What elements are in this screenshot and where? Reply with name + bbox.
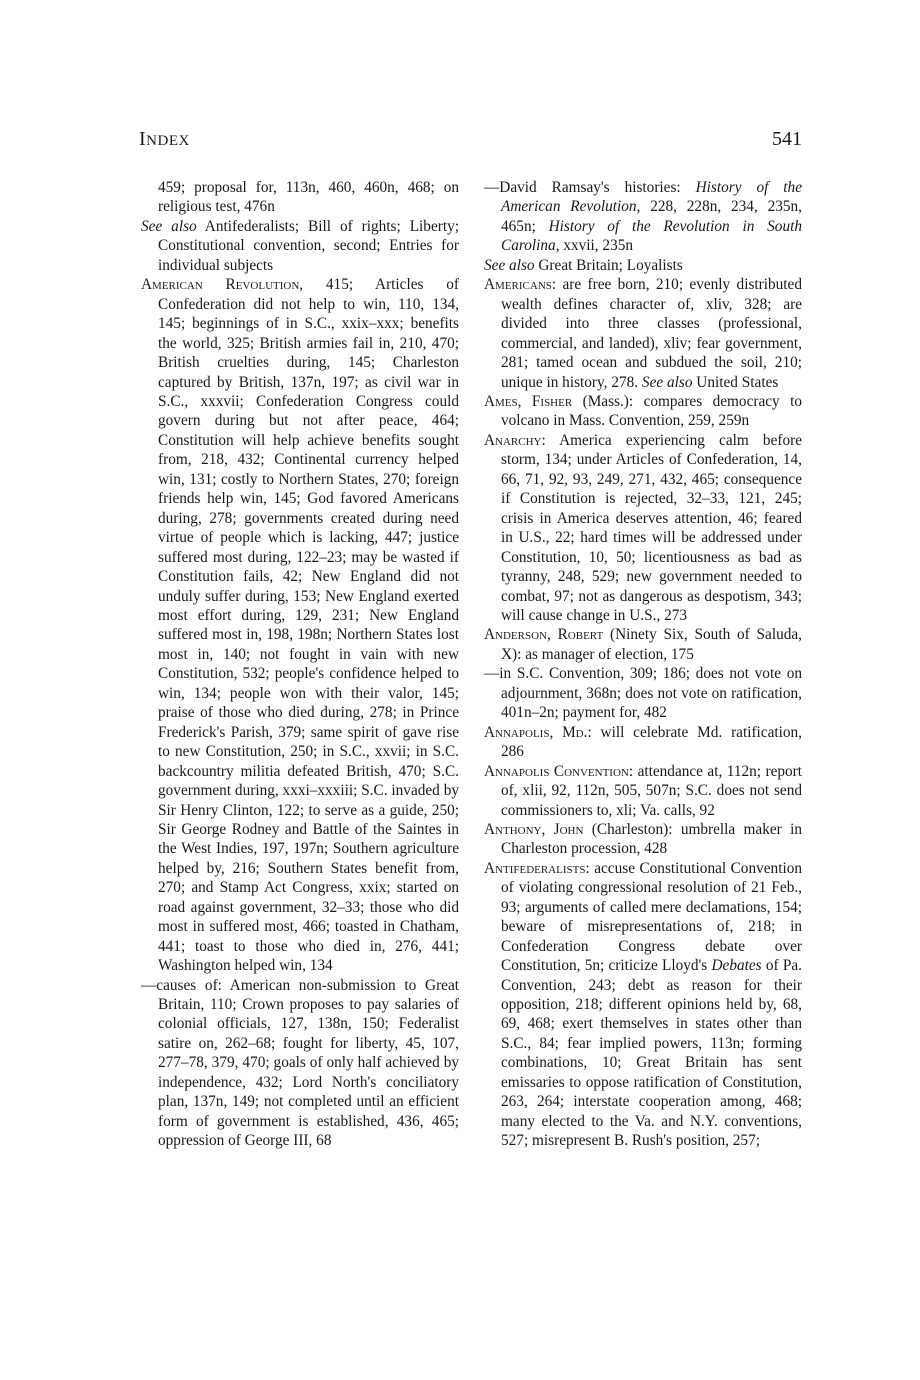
see-also-entry: See also Great Britain; Loyalists: [484, 256, 683, 274]
entry-anarchy: Anarchy: America experiencing calm before storm, 134; under Articles of Confederation, 14, 66, 71, 92, 93, 249, 271, 432, 465; consequence if Constitution is rejected, 32–33, 121, 245; crisis in America deserves attention, 46; feared in U.S., 22; hard times will be addressed under Constitution, 10, 50; licentiousness as bad as tyranny, 248, 529; new government needed to combat, 97; not as dangerous as despotism, 343; will cause change in U.S., 273: [484, 431, 802, 624]
entry-antifederalists: Antifederalists: accuse Constitutional Convention of violating congressional resolution of 21 Feb., 93; arguments of called mere declamations, 154; beware of misrepresentations of, 218; in Confederation Congress debate over Constitution, 5n; criticize Lloyd's Debates of Pa. Convention, 243; debt as reason for their opposition, 218; different opinions held by, 68, 69, 468; exert themselves in states other than S.C., 84; fear implied powers, 113n; forming combinations, 10; Great Britain has sent emissaries to oppose ratification of Constitution, 263, 264; interstate cooperation among, 468; many elected to the Va. and N.Y. conventions, 527; misrepresent B. Rush's position, 257;: [484, 859, 802, 1150]
subentry-anderson-convention: —in S.C. Convention, 309; 186; does not vote on adjournment, 368n; does not vote on ratification, 401n–2n; payment for, 482: [484, 665, 802, 722]
page-header: [139, 128, 802, 158]
index-column-right: [484, 178, 802, 1151]
see-also-entry: See also Antifederalists; Bill of rights; Liberty; Constitutional convention, second; Entries for individual subjects: [141, 217, 459, 274]
entry-heading: Annapolis Convention: [484, 762, 629, 780]
page-number: 541: [772, 128, 802, 150]
entry-heading: Ames, Fisher: [484, 392, 573, 410]
entry-anderson-robert: Anderson, Robert (Ninety Six, South of Saluda, X): as manager of election, 175: [484, 626, 803, 663]
subentry-causes-of: —causes of: American non-submission to Great Britain, 110; Crown proposes to pay salaries of colonial officials, 127, 138n, 150; Federalist satire on, 262–68; fought for liberty, 45, 107, 277–78, 379, 470; goals of only half achieved by independence, 432; Lord North's conciliatory plan, 137n, 149; not completed until an efficient form of government is established, 436, 465; oppression of George III, 68: [141, 976, 459, 1150]
subentry-ramsay-histories: —David Ramsay's histories: History of the American Revolution, 228, 228n, 234, 235n, 465n; History of the Revolution in South Carolina, xxvii, 235n: [484, 179, 803, 255]
entry-annapolis-md: Annapolis, Md.: will celebrate Md. ratification, 286: [484, 723, 802, 761]
entry-heading: Americans: [484, 276, 552, 294]
index-column-left: [141, 178, 459, 1151]
entry-americans: Americans: are free born, 210; evenly distributed wealth defines character of, xliv, 328; are divided into three classes (professional, commercial, and landed), xliv; fear government, 281; tamed ocean and subdued the soil, 210; unique in history, 278. See also United States: [484, 276, 802, 391]
entry-annapolis-convention: Annapolis Convention: attendance at, 112n; report of, xlii, 92, 112n, 505, 507n; S.C. does not send commissioners to, xli; Va. calls, 92: [484, 762, 803, 819]
entry-anthony-john: Anthony, John (Charleston): umbrella maker in Charleston procession, 428: [484, 820, 802, 858]
entry-heading: Anarchy: [484, 431, 542, 449]
entry-ames-fisher: Ames, Fisher (Mass.): compares democracy to volcano in Mass. Convention, 259, 259n: [484, 392, 802, 430]
entry-heading: Antifederalists: [484, 859, 586, 877]
entry-heading: Anthony, John: [484, 820, 584, 838]
entry-heading: American Revolution: [141, 276, 300, 294]
entry-american-revolution: American Revolution, 415; Articles of Confederation did not help to win, 110, 134, 145; beginnings of in S.C., xxix–xxx; benefits the world, 325; British armies fail in, 210, 470; British cruelties during, 145; Charleston captured by British, 137n, 197; as civil war in S.C., xxxvii; Confederation Congress could govern during but not after peace, 464; Constitution will help achieve benefits sought from, 218, 432; Continental currency helped win, 131; costly to Northern States, 270; foreign friends help win, 145; God favored Americans during, 278; governments created during need virtue of people which is lacking, 447; justice suffered most during, 122–23; may be wasted if Constitution fails, 42; New England did not unduly suffer during, 153; New England exerted most effort during, 129, 231; New England suffered most in, 198, 198n; Northern States lost most in, 140; not fought in vain with new Constitution, 532; people's confidence helped to win, 134; people won with their valor, 145; praise of those who died during, 278; in Prince Frederick's Parish, 379; same spirit of gave rise to new Constitution, 250; in S.C., xxvii; in S.C. backcountry militia defeated British, 470; S.C. government during, xxxi–xxxiii; S.C. invaded by Sir Henry Clinton, 122; to serve as a guide, 250; Sir George Rodney and Battle of the Saintes in the West Indies, 197, 197n; Southern agriculture helped by, 216; Southern States benefit from, 270; and Stamp Act Congress, xxix; started on road against government, 32–33; those who did most in suffered most, 466; toasted in Chatham, 441; toast to those who died in, 276, 441; Washington helped win, 134: [141, 276, 459, 975]
entry-heading: Annapolis, Md.: [484, 723, 588, 741]
entry-heading: Anderson, Robert: [484, 626, 604, 644]
running-head: INDEX: [139, 128, 190, 150]
entry-continuation: 459; proposal for, 113n, 460, 460n, 468; on religious test, 476n: [158, 179, 459, 216]
